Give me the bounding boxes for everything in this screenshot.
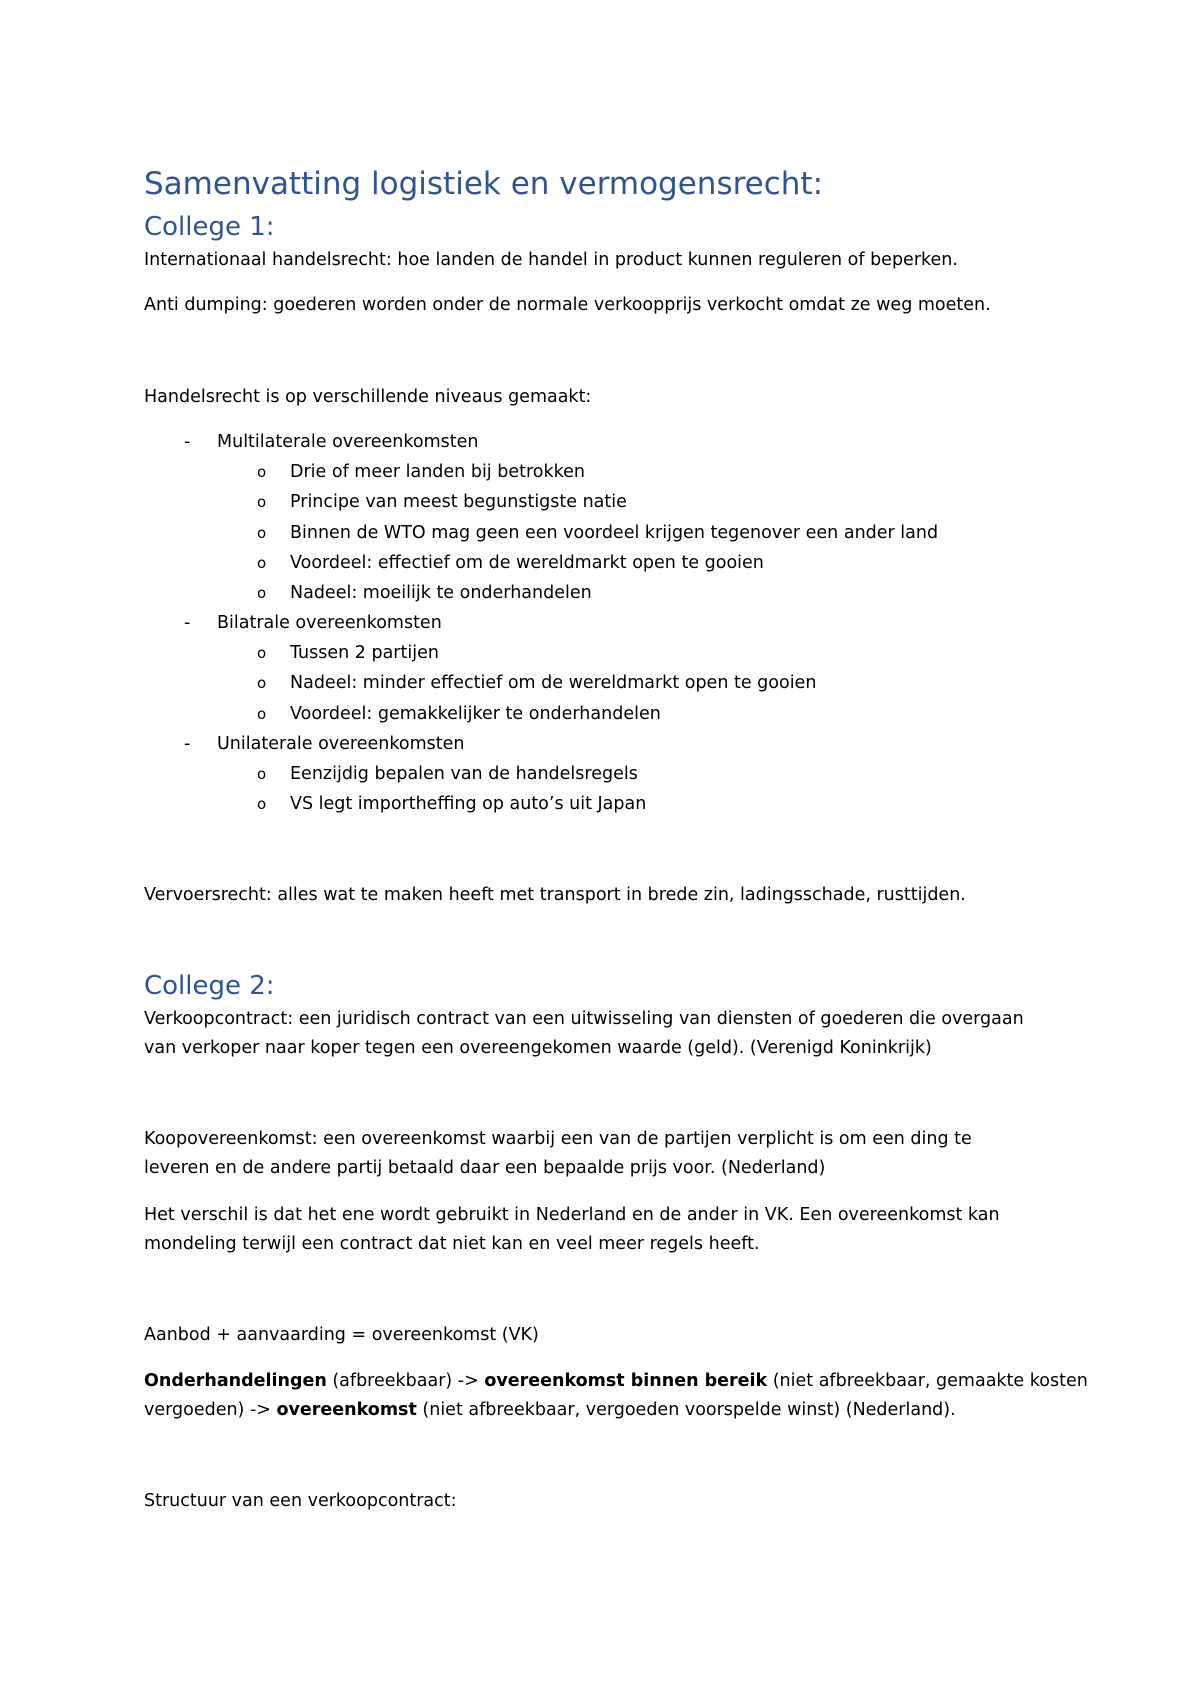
sub-list-item-label: Voordeel: effectief om de wereldmarkt open te gooien (290, 553, 764, 573)
paragraph-onderhandelingen-line-2 (144, 1395, 956, 1425)
sub-list-marker: o (257, 584, 267, 602)
sub-list-item-label: Nadeel: minder effectief om de wereldmarkt open te gooien (290, 673, 817, 693)
document-title: Samenvatting logistiek en vermogensrecht: (144, 166, 824, 202)
paragraph-aanbod-aanvaarding: Aanbod + aanvaarding = overeenkomst (VK) (144, 1325, 539, 1345)
sub-list-marker: o (257, 463, 267, 481)
bold-term: overeenkomst (276, 1400, 417, 1420)
sub-list-marker: o (257, 765, 267, 783)
sub-list-item-label: VS legt importheffing op auto’s uit Japan (290, 794, 647, 814)
paragraph-koopovereenkomst-line-2: leveren en de andere partij betaald daar een bepaalde prijs voor. (Nederland) (144, 1158, 826, 1178)
list-marker: - (184, 734, 191, 754)
sub-list-marker: o (257, 493, 267, 511)
plain-text: (afbreekbaar) -> (326, 1371, 485, 1391)
list-marker: - (184, 432, 191, 452)
paragraph-vervoersrecht: Vervoersrecht: alles wat te maken heeft met transport in brede zin, ladingsschade, rusttijden. (144, 885, 966, 905)
plain-text: (niet afbreekbaar, gemaakte kosten (767, 1371, 1088, 1391)
paragraph-verschil-line-1: Het verschil is dat het ene wordt gebruikt in Nederland en de ander in VK. Een overeenkomst kan (144, 1205, 1000, 1225)
paragraph-verkoopcontract-line-1: Verkoopcontract: een juridisch contract van een uitwisseling van diensten of goederen die overgaan (144, 1009, 1024, 1029)
plain-text: (niet afbreekbaar, vergoeden voorspelde winst) (Nederland). (416, 1400, 956, 1420)
sub-list-item-label: Drie of meer landen bij betrokken (290, 462, 585, 482)
sub-list-item-label: Voordeel: gemakkelijker te onderhandelen (290, 704, 661, 724)
paragraph-structuur: Structuur van een verkoopcontract: (144, 1491, 457, 1511)
sub-list-marker: o (257, 674, 267, 692)
sub-list-item-label: Principe van meest begunstigste natie (290, 492, 627, 512)
paragraph-onderhandelingen-line-1 (144, 1366, 1088, 1396)
heading-college-1: College 1: (144, 212, 275, 242)
sub-list-marker: o (257, 644, 267, 662)
heading-college-2: College 2: (144, 971, 275, 1001)
sub-list-marker: o (257, 705, 267, 723)
paragraph-handelsrecht-niveaus: Handelsrecht is op verschillende niveaus gemaakt: (144, 387, 592, 407)
sub-list-marker: o (257, 795, 267, 813)
sub-list-item-label: Tussen 2 partijen (290, 643, 439, 663)
list-item-label: Unilaterale overeenkomsten (217, 734, 465, 754)
paragraph-verkoopcontract-line-2: van verkoper naar koper tegen een overeengekomen waarde (geld). (Verenigd Koninkrijk) (144, 1038, 932, 1058)
sub-list-item-label: Nadeel: moeilijk te onderhandelen (290, 583, 592, 603)
paragraph-internationaal-handelsrecht: Internationaal handelsrecht: hoe landen de handel in product kunnen reguleren of beperken. (144, 250, 958, 270)
sub-list-item-label: Eenzijdig bepalen van de handelsregels (290, 764, 638, 784)
bold-term: overeenkomst binnen bereik (484, 1371, 768, 1391)
sub-list-marker: o (257, 554, 267, 572)
list-marker: - (184, 613, 191, 633)
paragraph-verschil-line-2: mondeling terwijl een contract dat niet kan en veel meer regels heeft. (144, 1234, 760, 1254)
paragraph-koopovereenkomst-line-1: Koopovereenkomst: een overeenkomst waarbij een van de partijen verplicht is om een ding te (144, 1129, 972, 1149)
paragraph-anti-dumping: Anti dumping: goederen worden onder de normale verkoopprijs verkocht omdat ze weg moeten. (144, 295, 991, 315)
bold-term: Onderhandelingen (144, 1371, 327, 1391)
plain-text: vergoeden) -> (144, 1400, 277, 1420)
sub-list-item-label: Binnen de WTO mag geen een voordeel krijgen tegenover een ander land (290, 523, 939, 543)
list-item-label: Multilaterale overeenkomsten (217, 432, 479, 452)
sub-list-marker: o (257, 524, 267, 542)
list-item-label: Bilatrale overeenkomsten (217, 613, 442, 633)
